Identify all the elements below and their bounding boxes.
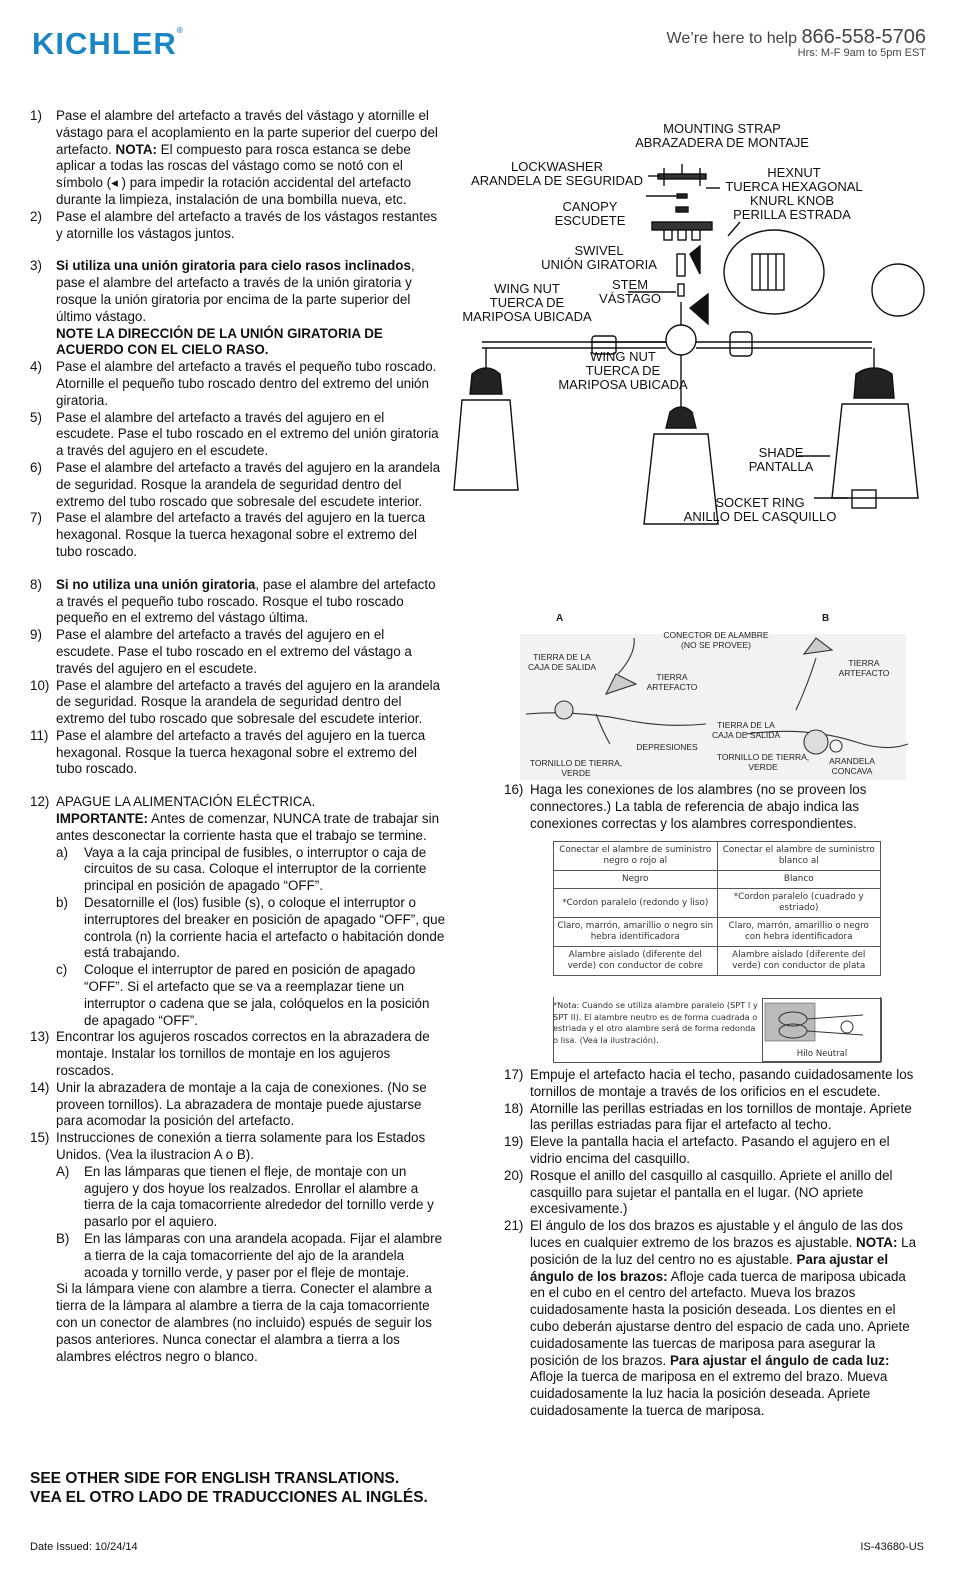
step-6: 6) Pase el alambre del artefacto a través del agujero en la arandela de seguridad. Rosque la arandela de seguridad dentro del extremo del tubo roscado que sobresale del escudete interior. xyxy=(30,459,441,509)
neutral-wire-svg xyxy=(763,999,881,1049)
step-13: 13) Encontrar los agujeros roscados correctos en la abrazadera de montaje. Instalar los tornillos de montaje en los agujeros roscados. xyxy=(30,1029,430,1079)
step-9: 9) Pase el alambre del artefacto a través del agujero en el escudete. Pase el tubo roscado en el extremo del vástago a través del agujero en el escudete. xyxy=(30,627,412,676)
label-shade: SHADE PANTALLA xyxy=(748,445,814,474)
step-15: 15) Instrucciones de conexión a tierra solamente para los Estados Unidos. (Vea la ilustracion A o B). xyxy=(30,1130,426,1163)
fixture-diagram xyxy=(452,112,926,532)
table-cell: Alambre aislado (diferente del verde) con conductor de cobre xyxy=(554,947,718,976)
step-12: 12) APAGUE LA ALIMENTACIÓN ELÉCTRICA. IMPORTANTE: Antes de comenzar, NUNCA trate de trabajar sin antes desconectar la corriente hasta que el trabajo se termine. xyxy=(30,794,440,843)
label-depressions: DEPRESIONES xyxy=(636,742,698,752)
label-socket-ring: SOCKET RING ANILLO DEL CASQUILLO xyxy=(683,495,837,524)
hours-text: Hrs: M-F 9am to 5pm EST xyxy=(797,47,926,59)
document-id: IS-43680-US xyxy=(860,1541,924,1553)
step-20: 20) Rosque el anillo del casquillo al casquillo. Apriete el anillo del casquillo para sujetar el pantalla en el lugar. (NO apriete excesivamente.) xyxy=(504,1167,893,1217)
label-wing-nut-1: WING NUT TUERCA DE MARIPOSA UBICADA xyxy=(462,281,592,324)
table-cell: *Cordon paralelo (cuadrado y estriado) xyxy=(717,889,881,918)
table-header-cell: Conectar el alambre de suministro blanco al xyxy=(717,842,881,871)
translation-note: SEE OTHER SIDE FOR ENGLISH TRANSLATIONS. VEA EL OTRO LADO DE TRADUCCIONES AL INGLÉS. xyxy=(30,1470,428,1506)
instructions-left xyxy=(30,108,446,1365)
helpline xyxy=(667,26,926,59)
step-12b: b) Desatornille el (los) fusible (s), o coloque el interruptor o interruptores del breaker en posición de apagado “OFF”, que controla (n) la corriente hacia el artefacto o habitación donde está trabajando. xyxy=(56,895,446,961)
label-mounting-strap: MOUNTING STRAP ABRAZADERA DE MONTAJE xyxy=(635,121,809,150)
step-17: 17) Empuje el artefacto hacia el techo, pasando cuidadosamente los tornillos de montaje a través de los orificios en el escudete. xyxy=(504,1067,914,1099)
label-ground-fixture-a: TIERRA ARTEFACTO xyxy=(646,672,698,692)
step-12a: a) Vaya a la caja principal de fusibles, o interruptor o caja de circuitos de su casa. Coloque el interruptor de la corriente principal en posición de apagado “OFF”. xyxy=(56,844,427,894)
label-ground-box-a: TIERRA DE LA CAJA DE SALIDA xyxy=(527,652,597,672)
table-cell: Blanco xyxy=(717,871,881,889)
phone-number: 866-558-5706 xyxy=(801,26,926,48)
table-row xyxy=(554,918,881,947)
step-12c: c) Coloque el interruptor de pared en posición de apagado “OFF”. Si el artefacto que se va a reemplazar tiene un interruptor o cadena que se jala, colóquelos en la posición de apagado “OFF”. xyxy=(56,962,430,1028)
table-row xyxy=(554,842,881,871)
table-row xyxy=(554,889,881,918)
step-15B: B) En las lámparas con una arandela acopada. Fijar el alambre a tierra de la caja tomacorriente del ajo de la arandela acoada y tornillo verde, y paser por el fleje de montaje. xyxy=(56,1231,443,1280)
step-4: 4) Pase el alambre del artefacto a través el pequeño tubo roscado. Atornille el pequeño tubo roscado dentro del extremo del unión giratoria. xyxy=(30,359,437,408)
step-1: 1) Pase el alambre del artefacto a través del vástago y atornille el vástago para el acoplamiento en la parte superior del cuerpo del artefacto. NOTA: El compuesto para rosca estanca se debe aplicar a todas las roscas del vástago como se notó con el símbolo (◂ ) para impedir la rotación accidental del artefacto durante la limpieza, instalación de una bombilla nueva, etc. xyxy=(30,108,438,207)
help-text: We’re here to help xyxy=(666,30,797,47)
label-canopy: CANOPY ESCUDETE xyxy=(554,199,626,228)
table-cell: Claro, marrón, amarillio o negro con hebra identificadora xyxy=(717,918,881,947)
label-cup-washer: ARANDELA CONCAVA xyxy=(829,756,875,776)
table-row xyxy=(554,947,881,976)
step-5: 5) Pase el alambre del artefacto a través del agujero en el escudete. Pase el tubo roscado en el extremo del unión giratoria a través del agujero en el escudete. xyxy=(30,409,439,459)
table-cell: Negro xyxy=(554,871,718,889)
neutral-wire-illustration xyxy=(762,998,882,1062)
step-3: 3) Si utiliza una unión giratoria para cielo rasos inclinados, pase el alambre del artefacto a través de la unión giratoria y rosque la unión giratoria por encima de la parte superior del último vástago. NOTE LA DIRECCIÓN DE LA UNIÓN GIRATORIA DE ACUERDO CON EL CIELO RASO. xyxy=(30,258,415,358)
step-18: 18) Atornille las perillas estriadas en los tornillos de montaje. Apriete las perillas estriadas para fijar el artefacto al techo. xyxy=(504,1100,912,1133)
step-15-tail: Si la lámpara viene con alambre a tierra. Conecter el alambre a tierra de la lámpara al alambre a tierra de la caja tomacorriente con un conector de alambres (no incluido) espués de seguir los pasos anteriores. Nunca conectar el alambra a tierra a los alambres eléctros negro o blanco. xyxy=(56,1281,432,1364)
step-10: 10) Pase el alambre del artefacto a través del agujero en la arandela de seguridad. Rosque la arandela de seguridad dentro del extremo del tubo roscado que sobresale del escudete interior. xyxy=(30,677,441,727)
step-16: 16) Haga les conexiones de los alambres (no se proveen los connectores.) La tabla de referencia de abajo indica las conexiones correctas y los alambres correspondientes. xyxy=(504,782,867,831)
table-cell: Alambre aislado (diferente del verde) con conductor de plata xyxy=(717,947,881,976)
diagram-label-b: B xyxy=(822,613,830,624)
brand-logo: KICHLER® xyxy=(32,26,184,61)
step-2: 2) Pase el alambre del artefacto a través de los vástagos restantes y atornille los vástagos juntos. xyxy=(30,208,438,241)
label-knurl-knob: KNURL KNOB PERILLA ESTRADA xyxy=(733,193,851,222)
step-14: 14) Unir la abrazadera de montaje a la caja de conexiones. (No se proveen tornillos). La abrazadera de montaje puede ajustarse para acomodar la posición del artefacto. xyxy=(30,1079,427,1129)
label-lockwasher: LOCKWASHER ARANDELA DE SEGURIDAD xyxy=(471,159,643,188)
grounding-diagram xyxy=(516,614,910,780)
parallel-cord-note: *Nota: Cuando se utiliza alambre paralelo (SPT I y SPT II). El alambre neutro es de forma cuadrada o estriada y el otro alambre será de forma redonda o lisa. (Vea la ilustración). xyxy=(553,1000,758,1045)
instructions-right-bottom xyxy=(504,1067,924,1420)
label-green-screw-b: TORNILLO DE TIERRA, VERDE xyxy=(716,752,810,772)
label-hexnut: HEXNUT TUERCA HEXAGONAL xyxy=(725,165,863,194)
table-header-cell: Conectar el alambre de suministro negro o rojo al xyxy=(554,842,718,871)
step-7: 7) Pase el alambre del artefacto a través del agujero en la tuerca hexagonal. Rosque la tuerca hexagonal sobre el extremo del tubo roscado. xyxy=(30,510,426,559)
step-21: 21) El ángulo de los dos brazos es ajustable y el ángulo de las dos luces en cualquier extremo de los brazos es ajustable. NOTA: La posición de la luz del centro no es ajustable. Para ajustar el ángulo de los brazos: Afloje cada tuerca de mariposa ubicada en el cubo en el centro del artefacto. Mueva los brazos cuidadosamente hasta la posición deseada. Los dientes en el cubo deberán ajustarse dentro del espacio de cada uno. Apriete cuidadosamente las tuercas de mariposa para asegurar la posición de los brazos. Para ajustar el ángulo de cada luz: Afloje la tuerca de mariposa en el extremo del brazo. Mueva cuidadosamente la luz hacia la posición deseada. Apriete cuidadosamente la tuerca de mariposa. xyxy=(504,1218,917,1418)
label-wing-nut-2: WING NUT TUERCA DE MARIPOSA UBICADA xyxy=(558,349,688,392)
step-19: 19) Eleve la pantalla hacia el artefacto. Pasando el agujero en el vidrio encima del casquillo. xyxy=(504,1134,890,1166)
wire-reference-table xyxy=(553,841,881,976)
label-green-screw-a: TORNILLO DE TIERRA, VERDE xyxy=(529,758,623,778)
diagram-label-a: A xyxy=(556,613,564,624)
label-stem: STEM VÁSTAGO xyxy=(599,277,661,306)
date-issued: Date Issued: 10/24/14 xyxy=(30,1541,138,1553)
label-wire-connector: CONECTOR DE ALAMBRE (NO SE PROVEE) xyxy=(663,630,769,650)
instructions-right-top xyxy=(504,782,924,832)
neutral-wire-caption: Hilo Neutral xyxy=(796,1049,848,1059)
table-row xyxy=(554,871,881,889)
label-swivel: SWIVEL UNIÓN GIRATORIA xyxy=(541,243,657,272)
label-ground-fixture-b: TIERRA ARTEFACTO xyxy=(838,658,890,678)
label-ground-box-b: TIERRA DE LA CAJA DE SALIDA xyxy=(711,720,781,740)
step-15A: A) En las lámparas que tienen el fleje, de montaje con un agujero y dos hoyue los realzados. Enrollar el alambre a tierra de la caja tomacorriente alrededor del tornillo verde y pasarlo por el aquiero. xyxy=(56,1163,434,1230)
table-cell: Claro, marrón, amarillio o negro sin hebra identificadora xyxy=(554,918,718,947)
step-11: 11) Pase el alambre del artefacto a través del agujero en la tuerca hexagonal. Rosque la tuerca hexagonal sobre el extremo del tubo roscado. xyxy=(30,727,426,777)
table-cell: *Cordon paralelo (redondo y liso) xyxy=(554,889,718,918)
step-8: 8) Si no utiliza una unión giratoria, pase el alambre del artefacto a través el pequeño tubo roscado. Rosque el tubo roscado pequeño en el extremo del vástago última. xyxy=(30,576,436,626)
